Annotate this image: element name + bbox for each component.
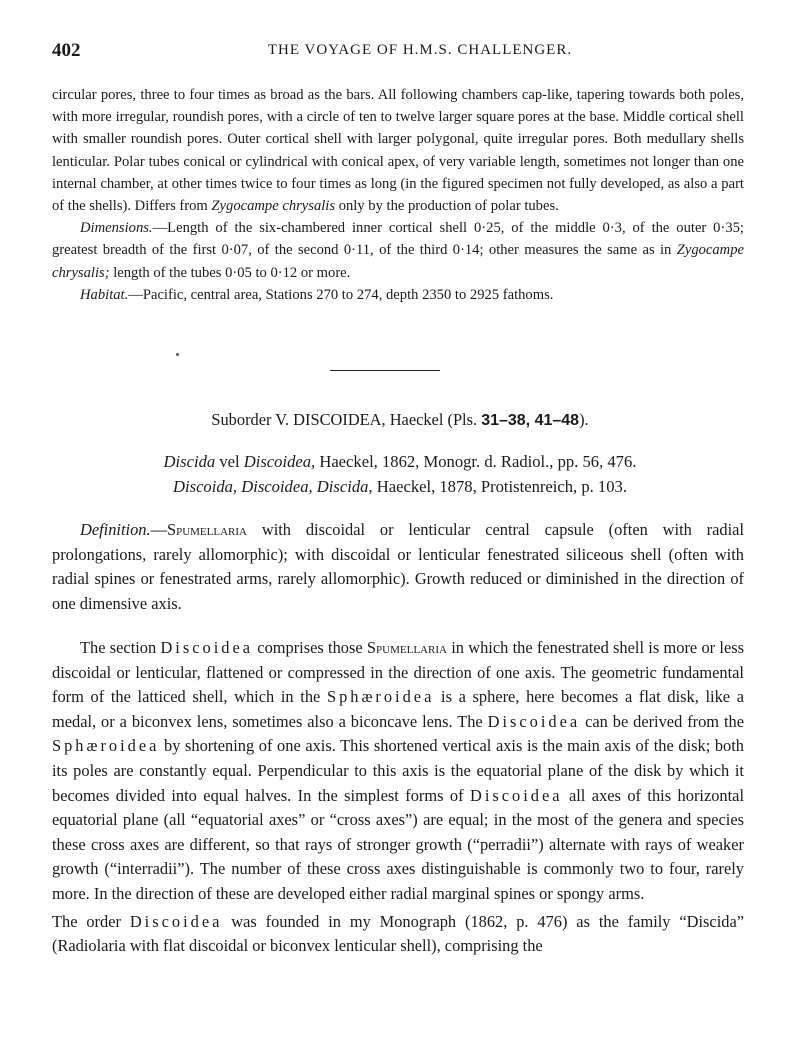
definition-paragraph bbox=[52, 518, 744, 616]
synonym-name: Discida bbox=[163, 452, 216, 471]
page-number: 402 bbox=[52, 40, 81, 61]
page-header bbox=[52, 40, 748, 66]
definition-dash: — bbox=[150, 520, 167, 539]
dimensions-label: Dimensions. bbox=[80, 220, 153, 237]
synonym-name: Discoidea, bbox=[243, 452, 316, 471]
taxon-name: Sphæroidea bbox=[326, 687, 435, 707]
habitat-text: —Pacific, central area, Stations 270 to 274, depth 2350 to 2925 fathoms. bbox=[128, 286, 554, 303]
body-text: The order bbox=[52, 911, 130, 931]
dimensions-paragraph bbox=[52, 217, 744, 284]
dimensions-text: —Length of the six-chambered inner cortical shell 0·25, of the middle 0·3, of the outer 0·35; greatest breadth of the first 0·07, of the second 0·11, of the third 0·14; other measures the same as in bbox=[52, 220, 744, 259]
taxon-name: Discoidea bbox=[160, 638, 254, 657]
plate-references: 31–38, 41–48 bbox=[481, 412, 580, 429]
synonym-connector: vel bbox=[215, 452, 244, 471]
synonym-citation: Haeckel, 1862, Monogr. d. Radiol., pp. 56, 476. bbox=[315, 452, 637, 471]
synonymy-line-1 bbox=[0, 452, 800, 472]
taxon-name: Discoidea bbox=[470, 785, 563, 805]
habitat-label: Habitat. bbox=[80, 286, 129, 303]
body-text: in which the fenestrated shell is more or less discoidal or lenticular, flattened or compressed in the direction of one axis. The geometric fundamental form of the latticed shell, which in the bbox=[52, 638, 744, 707]
body-text: comprises those bbox=[253, 638, 367, 657]
description-text: circular pores, three to four times as broad as the bars. All following chambers cap-like, tapering towards both poles, with more irregular, roundish pores, with a circle of ten to twelve larger square pores at the base. Middle cortical shell with smaller roundish pores. Outer cortical shell with larger polygonal, quite irregular pores. Both medullary shells lenticular. Polar tubes conical or cylindrical with conical apex, of very variable length, sometimes not longer than one internal chamber, at other times twice to four times as long (in the figured specimen not fully developed, as also a part of the shells). Differs from bbox=[52, 87, 744, 215]
species-name: Zygocampe chrysalis bbox=[211, 198, 336, 215]
habitat-paragraph bbox=[52, 284, 744, 306]
section-description-block bbox=[52, 636, 744, 959]
dimensions-species: Zygocampe chrysalis; bbox=[52, 242, 744, 281]
order-paragraph bbox=[52, 910, 744, 959]
body-text: The section bbox=[80, 638, 161, 657]
section-paragraph bbox=[52, 636, 744, 907]
taxon-name: Discoidea bbox=[129, 911, 223, 931]
body-text: was founded in my Monograph (1862, p. 476) as the family “Discida” (Radiolaria with flat discoidal or biconvex lenticular shell), comprising the bbox=[52, 911, 744, 956]
synonym-names: Discoida, Discoidea, Discida, bbox=[173, 477, 373, 496]
definition-block bbox=[52, 518, 744, 616]
stray-mark bbox=[176, 353, 179, 356]
section-divider bbox=[330, 370, 440, 371]
suborder-heading bbox=[0, 410, 800, 430]
definition-label: Definition. bbox=[80, 520, 151, 539]
description-text-end: only by the production of polar tubes. bbox=[335, 198, 559, 215]
definition-group-name: Spumellaria bbox=[166, 520, 247, 539]
synonym-citation: Haeckel, 1878, Protistenreich, p. 103. bbox=[372, 477, 627, 496]
taxon-name: Sphæroidea bbox=[52, 736, 160, 756]
running-title: THE VOYAGE OF H.M.S. CHALLENGER. bbox=[267, 42, 573, 58]
body-text: all axes of this horizontal equatorial plane (all “equatorial axes” or “cross axes”) are equal; in the most of the genera and species these cross axes are different, so that rays of stronger growth (“perradii”) alternate with rays of weaker growth (“interradii”). The number of these cross axes distinguishable is commonly two to four, rarely more. In the direction of these are developed either radial marginal spines or spongy arms. bbox=[52, 785, 744, 903]
taxon-name: Discoidea bbox=[487, 711, 581, 731]
body-text: is a sphere, here becomes a flat disk, like a medal, or a biconvex lens, sometimes also a biconcave lens. The bbox=[52, 687, 744, 731]
group-name: Spumellaria bbox=[366, 638, 447, 657]
suborder-suffix: ). bbox=[579, 410, 589, 429]
body-text: can be derived from the bbox=[580, 711, 744, 731]
definition-text: with discoidal or lenticular central capsule (often with radial prolongations, rarely allomorphic); with discoidal or lenticular fenestrated siliceous shell (often with radial spines or fenestrated arms, rarely allomorphic). Growth reduced or diminished in the direction of one dimensive axis. bbox=[52, 520, 744, 613]
description-paragraph bbox=[52, 84, 744, 217]
body-text: by shortening of one axis. This shortened vertical axis is the main axis of the disk; both its poles are constantly equal. Perpendicular to this axis is the equatorial plane of the disk by which it becomes divided into equal halves. In the simplest forms of bbox=[52, 736, 744, 805]
species-description-block bbox=[52, 84, 744, 306]
dimensions-text-end: length of the tubes 0·05 to 0·12 or more. bbox=[109, 264, 351, 281]
suborder-title: Suborder V. DISCOIDEA, Haeckel (Pls. bbox=[211, 410, 482, 429]
synonymy-line-2 bbox=[0, 477, 800, 497]
